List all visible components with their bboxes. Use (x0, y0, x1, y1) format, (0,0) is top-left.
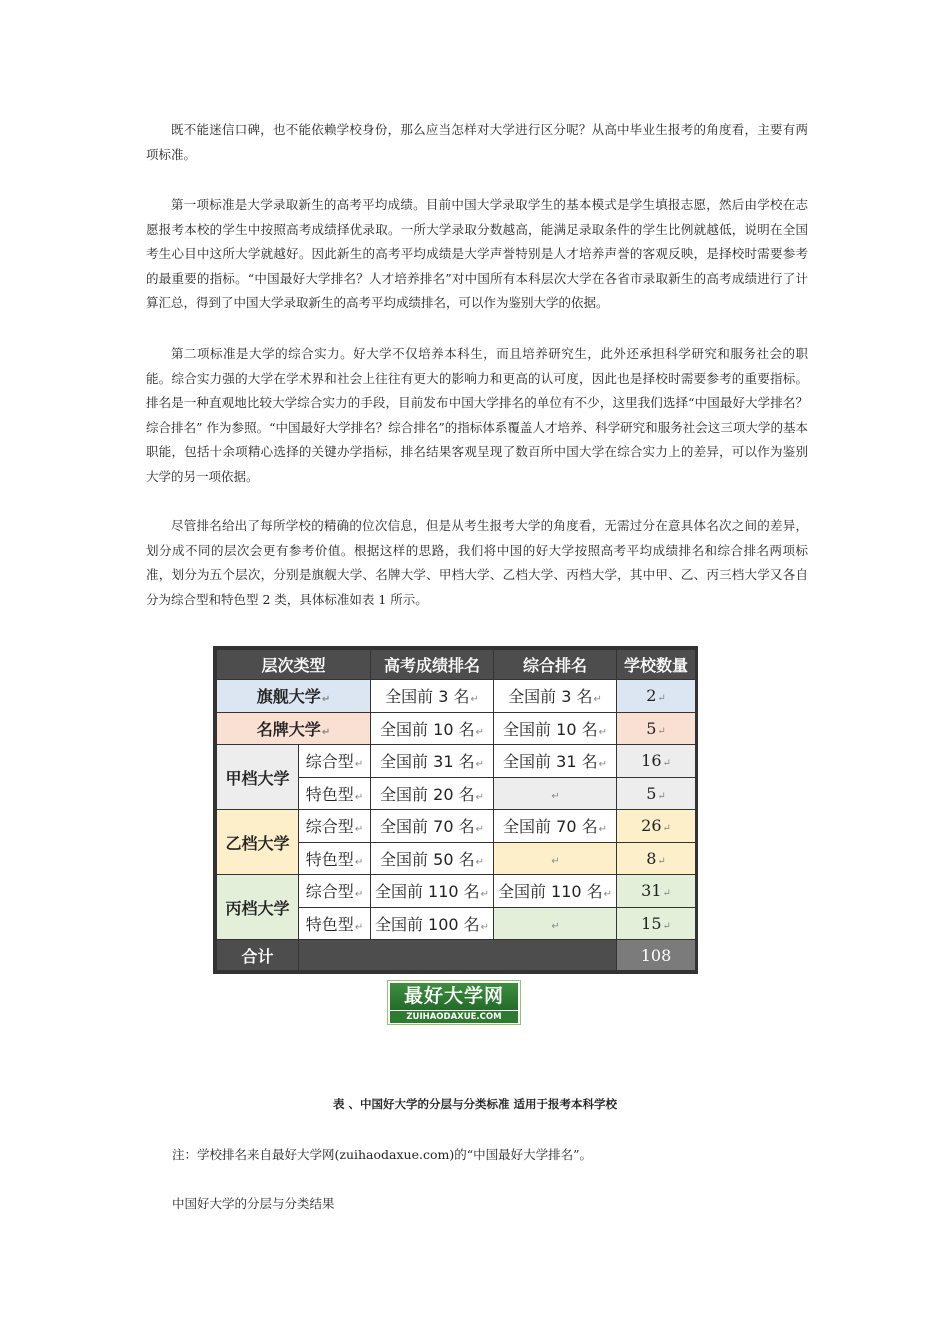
tier-name: 乙档大学 (225, 833, 290, 853)
subtype: 特色型 (305, 914, 354, 934)
logo-url: ZUIHAODAXUE.COM (390, 1011, 518, 1023)
total-label: 合计 (217, 940, 299, 971)
table-row-total (217, 940, 696, 971)
header-tier-type: 层次类型 (217, 650, 371, 680)
school-count: 26 (641, 816, 662, 836)
return-mark-icon: ↵ (551, 920, 560, 932)
tier-name: 甲档大学 (225, 768, 290, 788)
school-count-cell (617, 745, 696, 778)
gaokao-rank: 全国前 3 名 (385, 687, 470, 707)
return-mark-icon: ↵ (593, 694, 602, 706)
return-mark-icon: ↵ (480, 889, 490, 901)
tier-name-cell (217, 745, 299, 810)
return-mark-icon: ↵ (662, 888, 671, 900)
return-mark-icon: ↵ (662, 823, 671, 835)
gaokao-rank: 全国前 10 名 (380, 719, 475, 739)
school-count: 15 (641, 913, 662, 933)
overall-rank-cell (494, 875, 617, 908)
total-count: 108 (617, 940, 696, 971)
return-mark-icon: ↵ (598, 726, 607, 738)
return-mark-icon: ↵ (662, 758, 671, 770)
gaokao-rank-cell (371, 745, 494, 778)
return-mark-icon: ↵ (551, 855, 560, 867)
zuihaodaxue-logo (387, 980, 521, 1025)
paragraph-tiers: 尽管排名给出了每所学校的精确的位次信息，但是从考生报考大学的角度看，无需过分在意具体名次之间的差异，划分成不同的层次会更有参考价值。根据这样的思路，我们将中国的好大学按照高考平均成绩排名和综合排名两项标准，划分为五个层次，分别是旗舰大学、名牌大学、甲档大学、乙档大学、丙档大学，其中甲、乙、丙三档大学又各自分为综合型和特色型 2 类，具体标准如表 1 所示。 (146, 518, 808, 607)
tier-criteria-table-image (213, 646, 698, 974)
return-mark-icon: ↵ (354, 824, 364, 836)
gaokao-rank-cell (371, 907, 494, 940)
header-overall-rank: 综合排名 (494, 650, 617, 680)
school-count: 16 (641, 751, 662, 771)
school-count-cell (617, 810, 696, 843)
paragraph-criterion-two: 第二项标准是大学的综合实力。好大学不仅培养本科生，而且培养研究生，此外还承担科学研究和服务社会的职能。综合实力强的大学在学术界和社会上往往有更大的影响力和更高的认可度，因此也是择校时需要参考的重要指标。排名是一种直观地比较大学综合实力的手段，目前发布中国大学排名的单位有不少，这里我们选择“中国最好大学排名？综合排名” 作为参照。“中国最好大学排名？综合排名”的指标体系覆盖人才培养、科学研究和服务社会这三项大学的基本职能，包括十余项精心选择的关键办学指标，排名结果客观呈现了数百所中国大学在综合实力上的差异，可以作为鉴别大学的另一项依据。 (146, 346, 808, 484)
school-count-cell (617, 777, 696, 810)
subtype-cell (299, 907, 371, 940)
table-row-yi-comprehensive (217, 810, 696, 843)
school-count-cell (617, 842, 696, 875)
gaokao-rank: 全国前 70 名 (380, 817, 475, 837)
header-gaokao-rank: 高考成绩排名 (371, 650, 494, 680)
subtype-cell (299, 777, 371, 810)
tier-name: 旗舰大学 (256, 687, 321, 707)
school-count: 31 (641, 881, 662, 901)
overall-rank-cell (494, 712, 617, 745)
table-row-flagship (217, 680, 696, 713)
gaokao-rank-cell (371, 712, 494, 745)
return-mark-icon: ↵ (354, 921, 364, 933)
subtype-cell (299, 745, 371, 778)
gaokao-rank: 全国前 110 名 (374, 882, 480, 902)
school-count-cell (617, 907, 696, 940)
tier-name-cell (217, 875, 299, 940)
return-mark-icon: ↵ (480, 921, 490, 933)
gaokao-rank-cell (371, 777, 494, 810)
return-mark-icon: ↵ (354, 856, 364, 868)
school-count: 8 (646, 848, 657, 868)
return-mark-icon: ↵ (598, 824, 607, 836)
section-title: 中国好大学的分层与分类结果 (172, 1196, 335, 1211)
return-mark-icon: ↵ (475, 856, 484, 868)
school-count: 5 (646, 783, 657, 803)
school-count: 2 (646, 686, 657, 706)
overall-rank: 全国前 10 名 (503, 719, 598, 739)
gaokao-rank: 全国前 31 名 (380, 752, 475, 772)
table-header-row (217, 650, 696, 680)
tier-name-cell (217, 680, 371, 713)
school-count: 5 (646, 718, 657, 738)
logo-title: 最好大学网 (390, 983, 518, 1010)
gaokao-rank-cell (371, 875, 494, 908)
paragraph-criterion-one: 第一项标准是大学录取新生的高考平均成绩。目前中国大学录取学生的基本模式是学生填报志愿，然后由学校在志愿报考本校的学生中按照高考成绩择优录取。一所大学录取分数越高，能满足录取条件的学生比例就越低，说明在全国考生心目中这所大学就越好。因此新生的高考平均成绩是大学声誉特别是人才培养声誉的客观反映，是择校时需要参考的最重要的指标。“中国最好大学排名？人才培养排名”对中国所有本科层次大学在各省市录取新生的高考成绩进行了计算汇总，得到了中国大学录取新生的高考平均成绩排名，可以作为鉴别大学的依据。 (146, 197, 808, 310)
gaokao-rank: 全国前 20 名 (380, 784, 475, 804)
return-mark-icon: ↵ (321, 694, 331, 706)
overall-rank: 全国前 31 名 (503, 752, 598, 772)
overall-rank-cell (494, 777, 617, 810)
subtype: 综合型 (305, 752, 354, 772)
return-mark-icon: ↵ (354, 759, 364, 771)
subtype: 特色型 (305, 849, 354, 869)
source-note: 注：学校排名来自最好大学网(zuihaodaxue.com)的“中国最好大学排名”。 (172, 1147, 593, 1162)
overall-rank-cell (494, 810, 617, 843)
return-mark-icon: ↵ (475, 791, 484, 803)
gaokao-rank-cell (371, 810, 494, 843)
school-count-cell (617, 680, 696, 713)
return-mark-icon: ↵ (657, 855, 666, 867)
header-school-count: 学校数量 (617, 650, 696, 680)
table-row-brand (217, 712, 696, 745)
return-mark-icon: ↵ (475, 726, 484, 738)
subtype: 综合型 (305, 882, 354, 902)
subtype: 特色型 (305, 784, 354, 804)
overall-rank-cell (494, 907, 617, 940)
return-mark-icon: ↵ (354, 889, 364, 901)
return-mark-icon: ↵ (551, 790, 560, 802)
gaokao-rank-cell (371, 842, 494, 875)
paragraph-intro: 既不能迷信口碑，也不能依赖学校身份，那么应当怎样对大学进行区分呢？从高中毕业生报考的角度看，主要有两项标准。 (146, 122, 808, 162)
gaokao-rank: 全国前 50 名 (380, 849, 475, 869)
subtype: 综合型 (305, 817, 354, 837)
return-mark-icon: ↵ (475, 759, 484, 771)
return-mark-icon: ↵ (657, 693, 666, 705)
tier-name: 名牌大学 (256, 719, 321, 739)
school-count-cell (617, 712, 696, 745)
tier-criteria-table (216, 649, 696, 971)
subtype-cell (299, 875, 371, 908)
overall-rank: 全国前 110 名 (497, 882, 603, 902)
return-mark-icon: ↵ (598, 759, 607, 771)
return-mark-icon: ↵ (603, 889, 613, 901)
overall-rank-cell (494, 680, 617, 713)
return-mark-icon: ↵ (662, 920, 671, 932)
return-mark-icon: ↵ (470, 694, 479, 706)
overall-rank: 全国前 3 名 (508, 687, 593, 707)
table-caption: 表 、中国好大学的分层与分类标准 适用于报考本科学校 (332, 1097, 617, 1111)
school-count-cell (617, 875, 696, 908)
return-mark-icon: ↵ (475, 824, 484, 836)
overall-rank-cell (494, 745, 617, 778)
total-spacer (299, 940, 617, 971)
tier-name-cell (217, 712, 371, 745)
gaokao-rank-cell (371, 680, 494, 713)
return-mark-icon: ↵ (657, 790, 666, 802)
table-row-bing-comprehensive (217, 875, 696, 908)
overall-rank: 全国前 70 名 (503, 817, 598, 837)
tier-name: 丙档大学 (225, 898, 290, 918)
subtype-cell (299, 810, 371, 843)
return-mark-icon: ↵ (657, 725, 666, 737)
gaokao-rank: 全国前 100 名 (374, 914, 480, 934)
overall-rank-cell (494, 842, 617, 875)
tier-name-cell (217, 810, 299, 875)
table-row-jia-comprehensive (217, 745, 696, 778)
return-mark-icon: ↵ (354, 791, 364, 803)
subtype-cell (299, 842, 371, 875)
return-mark-icon: ↵ (321, 726, 331, 738)
